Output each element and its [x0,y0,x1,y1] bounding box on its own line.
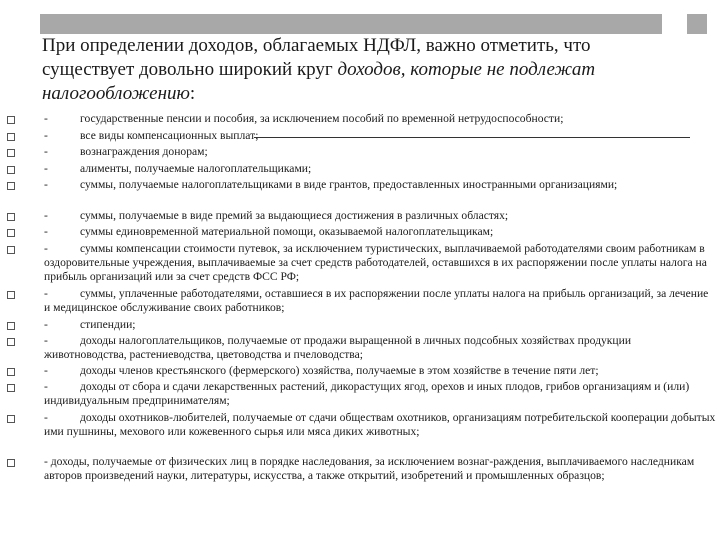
square-bullet-icon [7,291,15,299]
square-bullet-icon [7,133,15,141]
list-item [44,380,716,408]
item-text: - доходы, получаемые от физических лиц в порядке наследования, за исключением вознаг-раждения, выплачиваемого наследникам авторов произведений науки, литературы, искусства, а также открытий, изобретений и промышленных образцов; [44,455,698,483]
list-item [44,209,716,223]
list-item [44,225,716,239]
item-dash: - [44,318,48,331]
item-dash: - [44,380,48,393]
item-text: суммы, получаемые налогоплательщиками в виде грантов, предоставленных иностранными организациями; [80,178,618,191]
item-text: все виды компенсационных выплат; [80,129,259,142]
title-line-2-prefix: существует довольно широкий круг [42,59,338,80]
header-bar [40,14,662,34]
item-text: доходы налогоплательщиков, получаемые от продажи выращенной в личных подсобных хозяйствах продукции животноводства, растениеводства, цветоводства и пчеловодства; [44,334,634,362]
item-dash: - [44,411,48,424]
item-text: доходы охотников-любителей, получаемые от сдачи обществам охотников, организациям потребительской кооперации добытых ими пушнины, мехового или кожевенного сырья или мяса диких животных; [44,411,719,439]
square-bullet-icon [7,149,15,157]
slide-title [42,34,682,106]
list-item [44,455,716,483]
item-dash: - [44,112,48,125]
item-text: суммы единовременной материальной помощи, оказываемой налогоплательщикам; [80,225,494,238]
item-dash: - [44,225,48,238]
list-item [44,162,716,176]
title-line-3-emphasis: налогообложению [42,83,190,104]
square-bullet-icon [7,415,15,423]
square-bullet-icon [7,322,15,330]
list-item [44,334,716,362]
item-dash: - [44,364,48,377]
list-item [44,145,716,159]
square-bullet-icon [7,368,15,376]
item-dash: - [44,287,48,300]
square-bullet-icon [7,166,15,174]
item-text: доходы членов крестьянского (фермерского) хозяйства, получаемые в этом хозяйстве в течение пяти лет; [80,364,599,377]
list-item [44,364,716,378]
square-bullet-icon [7,229,15,237]
item-dash: - [44,209,48,222]
square-bullet-icon [7,384,15,392]
item-text: алименты, получаемые налогоплательщиками; [80,162,312,175]
list-item [44,242,716,285]
item-text: стипендии; [80,318,136,331]
square-bullet-icon [7,213,15,221]
square-bullet-icon [7,246,15,254]
item-text: суммы, уплаченные работодателями, оставшиеся в их распоряжении после уплаты налога на прибыль организаций, за лечение и медицинское обслуживание своих работников; [44,287,712,315]
item-text: доходы от сбора и сдачи лекарственных растений, дикорастущих ягод, орехов и иных плодов, грибов организациям и (или) индивидуальным предпринимателям; [44,380,693,408]
item-dash: - [44,129,48,142]
item-dash: - [44,178,48,191]
square-bullet-icon [7,338,15,346]
item-dash: - [44,334,48,347]
list-item [44,411,719,439]
square-bullet-icon [7,116,15,124]
square-bullet-icon [7,459,15,467]
square-bullet-icon [7,182,15,190]
list-item [44,287,716,315]
title-line-3-suffix: : [189,83,196,104]
item-dash: - [44,145,48,158]
item-dash: - [44,162,48,175]
list-item [44,318,716,332]
item-text: суммы, получаемые в виде премий за выдающиеся достижения в различных областях; [80,209,509,222]
item-text: суммы компенсации стоимости путевок, за исключением туристических, выплачиваемой работодателями своим работникам в оздоровительные учреждения, выплачиваемые за счет средств работодателей, оставшихся в их распоряжении после уплаты налога на прибыль организаций или за счет средств ФСС РФ; [44,242,710,284]
list-item [44,112,716,126]
corner-square [687,14,707,34]
list-item [44,129,716,143]
item-text: вознаграждения донорам; [80,145,208,158]
title-line-2-emphasis: доходов, которые не подлежат [337,59,596,80]
item-text: государственные пенсии и пособия, за исключением пособий по временной нетрудоспособности; [80,112,564,125]
list-item [44,178,716,192]
title-line-1: При определении доходов, облагаемых НДФЛ, важно отметить, что [42,35,591,56]
item-dash: - [44,242,48,255]
